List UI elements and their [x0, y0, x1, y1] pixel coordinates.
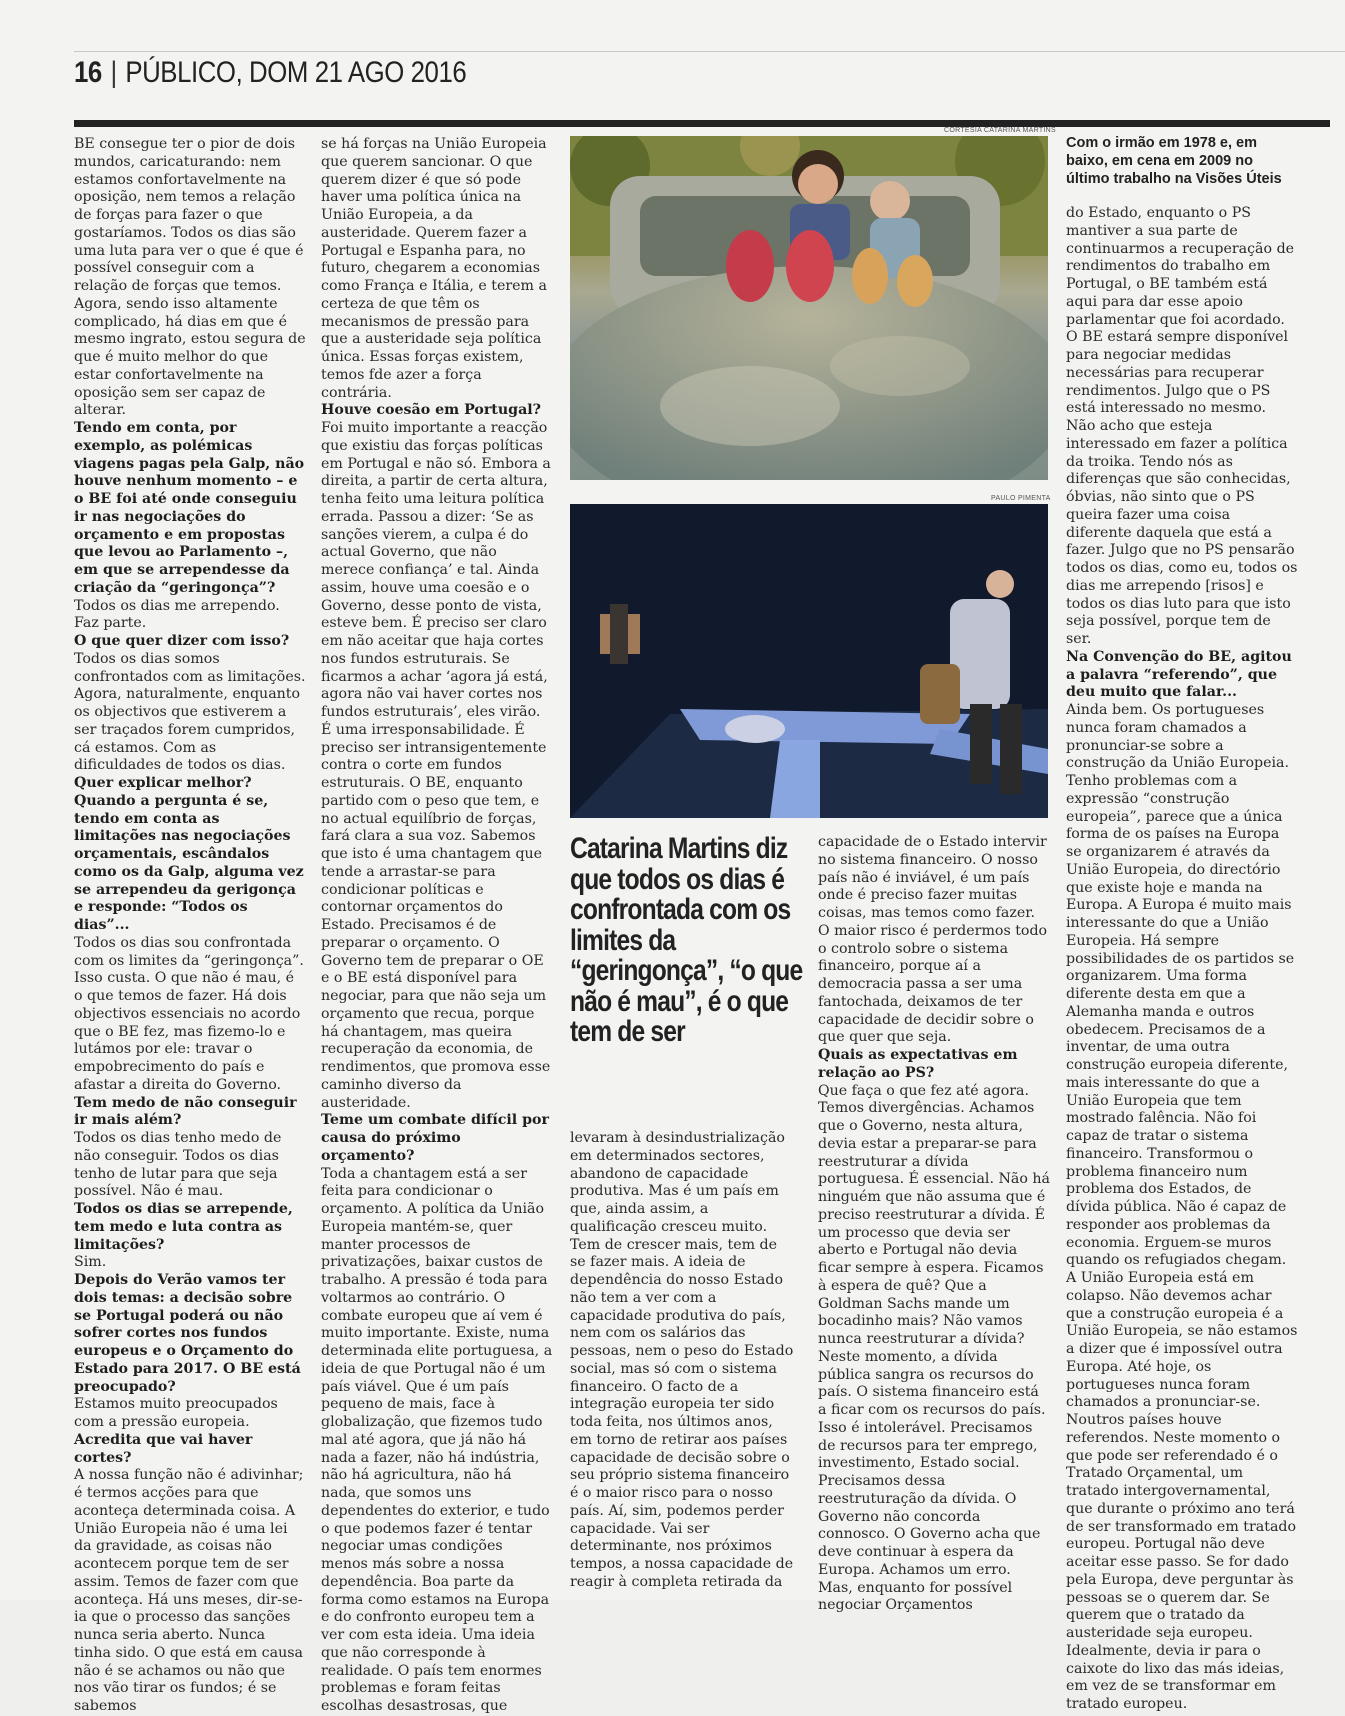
text-column-2 — [321, 136, 553, 1716]
photo-credit-2: PAULO PIMENTA — [991, 495, 1051, 502]
photo-caption: Com o irmão em 1978 e, em baixo, em cena em 2009 no último trabalho na Visões Úteis — [1066, 135, 1282, 187]
text-column-1 — [74, 136, 306, 1716]
publication-title: PÚBLICO, DOM 21 AGO 2016 — [125, 56, 467, 89]
interview-question: Na Convenção do BE, agitou a palavra “referendo”, que deu muito que falar... — [1066, 648, 1292, 701]
interview-question: Houve coesão em Portugal? — [321, 402, 541, 419]
interview-question: Depois do Verão vamos ter dois temas: a decisão sobre se Portugal poderá ou não sofrer cortes nos fundos europeus e o Orçamento do Estado para 2017. O BE está preocupado? — [74, 1272, 301, 1395]
photo-children-on-car — [570, 136, 1048, 480]
pull-quote-headline: Catarina Martins diz que todos os dias é confrontada com os limites da “geringonça”, “o que não é mau”, é o que tem de ser — [570, 832, 803, 1048]
interview-answer: Todos os dias tenho medo de não conseguir. Todos os dias tenho de lutar para que seja possível. Não é mau. — [74, 1130, 282, 1200]
header-separator: | — [110, 56, 117, 89]
interview-answer: Foi muito importante a reacção que existiu das forças políticas em Portugal e não só. Embora a direita, a partir de certa altura, tenha feito uma leitura política errada. Passou a dizer: ‘Se as sanções vierem, a culpa é do actual Governo, que não merece confiança’ e tal. Ainda assim, houve uma coesão e o Governo, desse ponto de vista, esteve bem. É preciso ser claro em não aceitar que haja cortes nos fundos estruturais. Se ficarmos a achar ‘agora já está, agora não vai haver cortes nos fundos estruturais’, eles virão. É uma irresponsabilidade. É preciso ser intransigentemente contra o corte em fundos estruturais. O BE, enquanto partido com o peso que tem, e no actual equilíbrio de forças, fará clara a sua voz. Sabemos que isto é uma chantagem que tende a arrastar-se para condicionar políticas e contornar orçamentos do Estado. Precisamos é de preparar o orçamento. O Governo tem de preparar o OE e o BE está disponível para negociar, para que não seja um orçamento que recua, porque há chantagem, mas queira recuperação da economia, de rendimentos, que promova esse caminho diverso da austeridade. — [321, 420, 551, 1111]
interview-answer: se há forças na União Europeia que querem sancionar. O que querem dizer é que só pode haver uma política única na União Europeia, a da austeridade. Querem fazer a Portugal e Espanha para, no futuro, chegarem a economias como França e Itália, e terem a certeza de que têm os mecanismos de pressão para que a austeridade seja política única. Essas forças existem, temos fde azer a força contrária. — [321, 136, 547, 401]
interview-question: Quais as expectativas em relação ao PS? — [818, 1047, 1018, 1081]
interview-answer: Ainda bem. Os portugueses nunca foram chamados a pronunciar-se sobre a construção da União Europeia. Tenho problemas com a expressão “construção europeia”, parece que a única forma de os países na Europa se organizarem é através da União Europeia, do directório que existe hoje e manda na Europa. A Europa é muito mais interessante do que a União Europeia. Há sempre possibilidades de os partidos se organizarem. Uma forma diferente desta em que a Alemanha manda e outros obedecem. Precisamos de a inventar, de uma outra construção europeia diferente, mais interessante do que a União Europeia que tem mostrado falência. Não foi capaz de tratar o sistema financeiro. Transformou o problema financeiro num problema dos Estados, de dívida pública. Não é capaz de responder aos problemas da economia. Erguem-se muros quando os refugiados chegam. A União Europeia está em colapso. Não devemos achar que a construção europeia é a União Europeia, se não estamos a dizer que é impossível outra Europa. Até hoje, os portugueses nunca foram chamados a pronunciar-se. Noutros países houve referendos. Neste momento o que pode ser referendado é o Tratado Orçamental, um tratado intergovernamental, que durante o próximo ano terá de ser transformado em tratado europeu. Portugal não deve aceitar esse passo. Se for dado pela Europa, deve perguntar às pessoas se o querem dar. Se querem que o tratado da austeridade seja europeu. Idealmente, devia ir para o caixote do lixo das más ideias, em vez de se transformar em tratado europeu. — [1066, 702, 1298, 1712]
interview-question: Quer explicar melhor? Quando a pergunta é se, tendo em conta as limitações nas negociações orçamentais, escândalos como os da Galp, alguma vez se arrependeu da gerigonça e responde: “Todos os dias”... — [74, 775, 304, 933]
photo-stage-performance-image — [570, 504, 1048, 818]
interview-question: Tem medo de não conseguir ir mais além? — [74, 1094, 297, 1129]
interview-answer: Todos os dias somos confrontados com as limitações. Agora, naturalmente, enquanto os objectivos que estiverem a ser traçados forem cumpridos, cá estamos. Com as dificuldades de todos os dias. — [74, 650, 306, 774]
interview-answer: Todos os dias me arrependo. Faz parte. — [74, 597, 280, 632]
text-column-4 — [818, 834, 1050, 1615]
text-column-5 — [1066, 205, 1298, 1714]
page-number: 16 — [74, 56, 102, 89]
interview-answer: Que faça o que fez até agora. Temos divergências. Achamos que o Governo, nesta altura, devia estar a preparar-se para reestruturar a dívida portuguesa. É essencial. Não há ninguém que não assuma que é preciso reestruturar a dívida. É um processo que devia ser aberto e Portugal não devia ficar sempre à espera. Ficamos à espera de quê? Que a Goldman Sachs mande um bocadinho mais? Não vamos nunca reestruturar a dívida? Neste momento, a dívida pública sangra os recursos do país. O sistema financeiro está a ficar com os recursos do país. Isso é intolerável. Precisamos de recursos para ter emprego, investimento, Estado social. Precisamos dessa reestruturação da dívida. O Governo não concorda connosco. O Governo acha que deve continuar à espera da Europa. Achamos um erro. Mas, enquanto for possível negociar Orçamentos — [818, 1082, 1050, 1614]
interview-answer: BE consegue ter o pior de dois mundos, caricaturando: nem estamos confortavelmente na oposição, nem temos a relação de forças para fazer o que gostaríamos. Todos os dias são uma luta para ver o que é que é possível conseguir com a relação de forças que temos. Agora, sendo isso altamente complicado, há dias em que é mesmo ingrato, estou segura de que é muito melhor do que estar confortavelmente na oposição sem ser capaz de alterar. — [74, 136, 306, 419]
interview-question: O que quer dizer com isso? — [74, 633, 290, 649]
interview-answer: Sim. — [74, 1254, 107, 1271]
interview-answer: A nossa função não é adivinhar; é termos acções para que aconteça determinada coisa. A União Europeia não é uma lei da gravidade, as coisas não acontecem porque tem de ser assim. Temos de fazer com que aconteça. Há uns meses, dir-se-ia que o processo das sanções nunca seria aberto. Nunca tinha sido. O que está em causa não é se achamos ou não que nos vão tirar os fundos; é se sabemos — [74, 1467, 304, 1714]
page-header — [74, 56, 466, 96]
interview-question: Teme um combate difícil por causa do próximo orçamento? — [321, 1112, 549, 1164]
header-rule — [74, 120, 1330, 127]
interview-question: Todos os dias se arrepende, tem medo e luta contra as limitações? — [74, 1201, 293, 1253]
photo-stage-performance — [570, 504, 1048, 818]
interview-answer: capacidade de o Estado intervir no sistema financeiro. O nosso país não é inviável, é um país onde é preciso fazer muitas coisas, mas temos como fazer. O maior risco é perdermos todo o controlo sobre o sistema financeiro, porque aí a democracia passa a ser uma fantochada, deixamos de ter capacidade de decidir sobre o que quer que seja. — [818, 834, 1048, 1046]
interview-question: Tendo em conta, por exemplo, as polémicas viagens pagas pela Galp, não houve nenhum momento – e o BE foi até onde conseguiu ir nas negociações do orçamento e em propostas que levou ao Parlamento –, em que se arrependesse da criação da “geringonça”? — [74, 420, 305, 596]
text-column-3 — [570, 1130, 795, 1592]
interview-answer: Todos os dias sou confrontada com os limites da “geringonça”. Isso custa. O que não é mau, é o que temos de fazer. Há dois objectivos essenciais no acordo que o BE fez, mas fizemo-lo e lutámos por ele: travar o empobrecimento do país e afastar a direita do Governo. — [74, 934, 304, 1093]
photo-credit-1: CORTESIA CATARINA MARTINS — [944, 127, 1057, 134]
photo-children-on-car-image — [570, 136, 1048, 480]
interview-question: Acredita que vai haver cortes? — [74, 1431, 253, 1466]
interview-answer: Estamos muito preocupados com a pressão europeia. — [74, 1396, 278, 1430]
interview-answer: do Estado, enquanto o PS mantiver a sua parte de continuarmos a recuperação de rendimentos do trabalho em Portugal, o BE também está aqui para dar esse apoio parlamentar que foi acordado. O BE estará sempre disponível para negociar medidas necessárias para recuperar rendimentos. Julgo que o PS está interessado no mesmo. Não acho que esteja interessado em fazer a política da troika. Tendo nós as diferenças que são conhecidas, óbvias, não sinto que o PS queira fazer uma coisa diferente daquela que está a fazer. Julgo que no PS pensarão todos os dias, como eu, todos os dias me arrependo [risos] e todos os dias luto para que isto seja possível, porque tem de ser. — [1066, 205, 1298, 647]
top-hairline — [74, 51, 1345, 52]
interview-answer: Toda a chantagem está a ser feita para condicionar o orçamento. A política da União Europeia mantém-se, quer manter processos de privatizações, baixar custos de trabalho. A pressão é toda para voltarmos ao contrário. O combate europeu que aí vem é muito importante. Existe, numa determinada elite portuguesa, a ideia de que Portugal não é um país viável. Que é um país pequeno de mais, face à globalização, que fizemos tudo mal até agora, que já não há nada a fazer, não há indústria, não há agricultura, não há nada, que somos uns dependentes do exterior, e tudo o que podemos fazer é tentar negociar umas condições menos más sobre a nossa dependência. Boa parte da forma como estamos na Europa e do confronto europeu tem a ver com esta ideia. Uma ideia que não corresponde à realidade. O país tem enormes problemas e foram feitas escolhas desastrosas, que — [321, 1165, 553, 1714]
interview-answer: levaram à desindustrialização em determinados sectores, abandono de capacidade produtiva. Mas é um país em que, ainda assim, a qualificação cresceu muito. Tem de crescer mais, tem de se fazer mais. A ideia de dependência do nosso Estado não tem a ver com a capacidade produtiva do país, nem com os salários das pessoas, nem o peso do Estado social, mas só com o sistema financeiro. O facto de a integração europeia ter sido toda feita, nos últimos anos, em torno de retirar aos países capacidade de decisão sobre o seu próprio sistema financeiro é o maior risco para o nosso país. Aí, sim, podemos perder capacidade. Vai ser determinante, nos próximos tempos, a nossa capacidade de reagir à completa retirada da — [570, 1130, 794, 1590]
